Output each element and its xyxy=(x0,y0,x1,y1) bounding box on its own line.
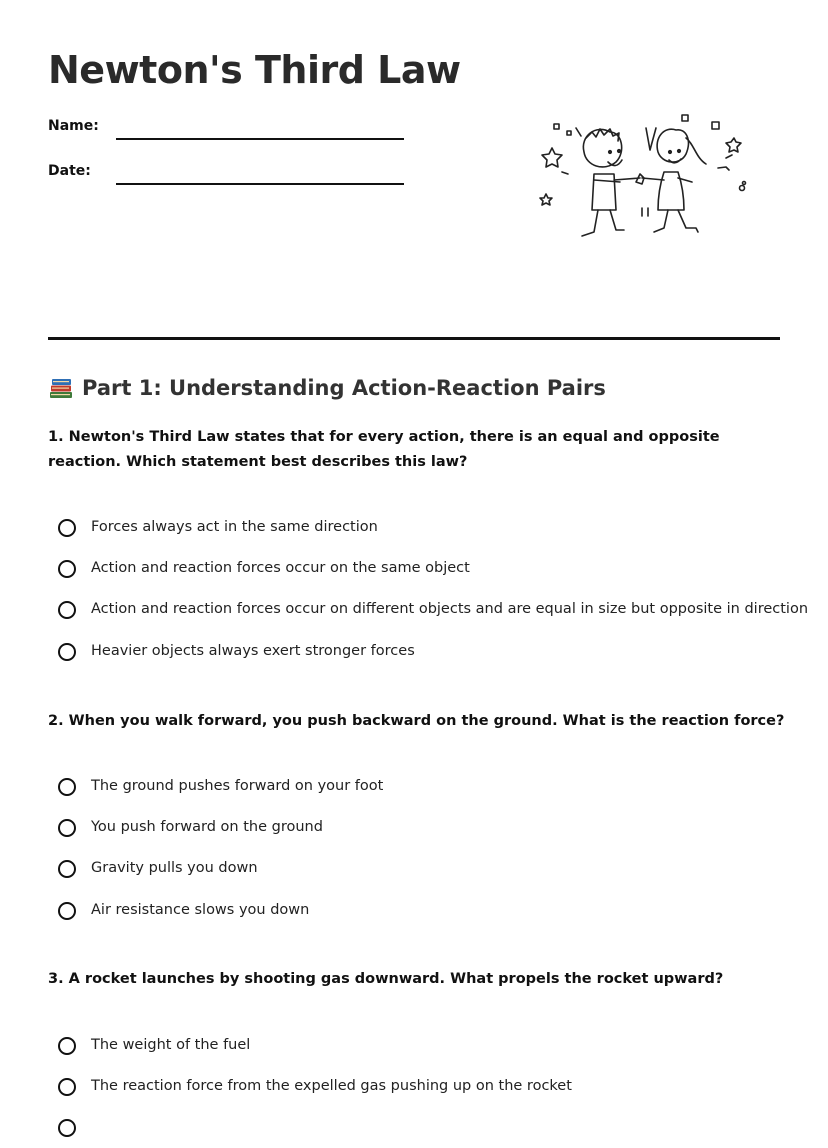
question-2-text: 2. When you walk forward, you push backward on the ground. What is the reaction force? xyxy=(48,713,785,729)
question-3-option-b[interactable] xyxy=(58,1065,572,1106)
option-label: Forces always act in the same direction xyxy=(91,518,378,535)
radio-button[interactable] xyxy=(58,778,76,796)
question-2-option-b[interactable] xyxy=(58,806,383,847)
question-1-option-b[interactable] xyxy=(58,547,808,588)
worksheet-title: Newton's Third Law xyxy=(48,48,461,92)
name-blank-line[interactable] xyxy=(116,138,404,140)
date-label: Date: xyxy=(48,163,91,179)
option-label: The reaction force from the expelled gas pushing up on the rocket xyxy=(91,1077,572,1094)
question-1-option-d[interactable] xyxy=(58,630,808,671)
option-label: The ground pushes forward on your foot xyxy=(91,777,384,794)
question-3-option-a[interactable] xyxy=(58,1024,572,1065)
option-label: Action and reaction forces occur on the same object xyxy=(91,559,470,576)
radio-button[interactable] xyxy=(58,519,76,537)
radio-button[interactable] xyxy=(58,601,76,619)
question-3-option-c[interactable] xyxy=(58,1107,572,1148)
question-1-text: 1. Newton's Third Law states that for every action, there is an equal and opposite reaction. Which statement best describes this law? xyxy=(48,429,720,470)
books-icon xyxy=(48,375,74,401)
radio-button[interactable] xyxy=(58,1078,76,1096)
question-2-option-a[interactable] xyxy=(58,765,383,806)
radio-button[interactable] xyxy=(58,560,76,578)
option-label: You push forward on the ground xyxy=(91,818,323,835)
part-1-heading-text: Part 1: Understanding Action-Reaction Pairs xyxy=(82,376,606,400)
question-2-options xyxy=(58,765,383,930)
radio-button[interactable] xyxy=(58,1037,76,1055)
radio-button[interactable] xyxy=(58,819,76,837)
name-field xyxy=(48,118,408,142)
question-2-option-c[interactable] xyxy=(58,848,383,889)
option-label: Heavier objects always exert stronger forces xyxy=(91,642,415,659)
option-label: The weight of the fuel xyxy=(91,1036,251,1053)
question-2-option-d[interactable] xyxy=(58,889,383,930)
radio-button[interactable] xyxy=(58,860,76,878)
part-1-heading xyxy=(48,375,606,401)
date-field xyxy=(48,163,408,187)
question-3-options xyxy=(58,1024,572,1148)
kids-high-five-illustration xyxy=(536,110,752,250)
radio-button[interactable] xyxy=(58,643,76,661)
question-1-option-c[interactable] xyxy=(58,589,808,630)
section-divider xyxy=(48,337,780,340)
option-label: Action and reaction forces occur on different objects and are equal in size but opposite in direction xyxy=(91,601,809,618)
name-label: Name: xyxy=(48,118,99,134)
radio-button[interactable] xyxy=(58,1119,76,1137)
option-label: Air resistance slows you down xyxy=(91,901,310,918)
option-label: Gravity pulls you down xyxy=(91,860,258,877)
question-1-options xyxy=(58,506,808,671)
question-3-text: 3. A rocket launches by shooting gas downward. What propels the rocket upward? xyxy=(48,971,724,987)
radio-button[interactable] xyxy=(58,902,76,920)
date-blank-line[interactable] xyxy=(116,183,404,185)
question-1-option-a[interactable] xyxy=(58,506,808,547)
